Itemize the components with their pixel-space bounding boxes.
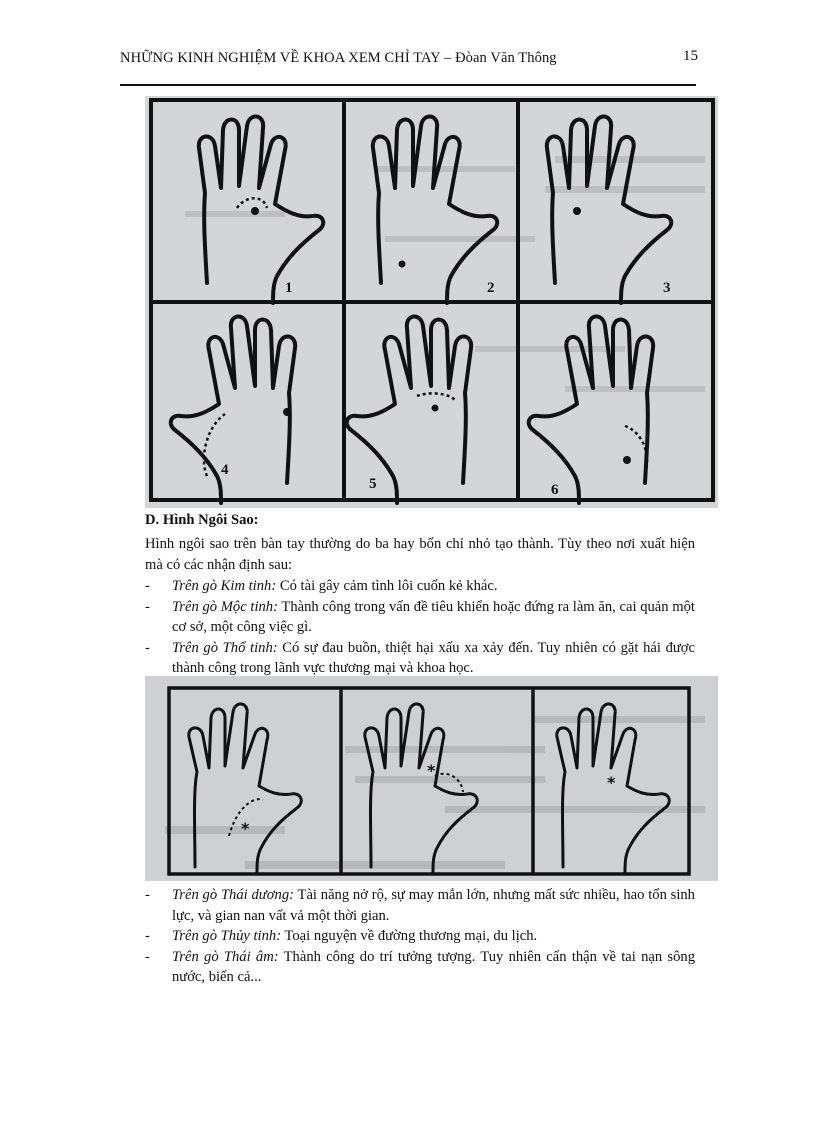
section-intro: Hình ngôi sao trên bàn tay thường do ba hay bốn chỉ nhỏ tạo thành. Tùy theo nơi xuất hiện mà có các nhận định sau: [145, 536, 695, 573]
running-title: NHỮNG KINH NGHIỆM VỀ KHOA XEM CHỈ TAY – Đòan Văn Thông [120, 50, 557, 66]
star-list-1 [145, 576, 695, 679]
list-item: - Trên gò Thái dương: Tài năng nở rộ, sự may mắn lớn, nhưng mất sức nhiều, hao tổn sinh lực, và gian nan vất vả một thời gian. [145, 887, 695, 924]
svg-text:*: * [241, 819, 250, 838]
list-item: - Trên gò Thái âm: Thành công do trí tưởng tượng. Tuy nhiên cẩn thận về tai nạn sông nước, biển cả... [145, 948, 696, 985]
panel-number-3: 3 [663, 280, 671, 296]
panel-number-6: 6 [551, 482, 559, 498]
hands-illustration-top [145, 96, 718, 508]
panel-number-1: 1 [285, 280, 293, 296]
list-item: - Trên gò Kim tinh: Có tài gây cảm tình lôi cuốn kẻ khác. [145, 578, 498, 594]
list-item: - Trên gò Thủy tinh: Toại nguyện về đường thương mại, du lịch. [145, 928, 538, 944]
hands-illustration-bottom [145, 676, 718, 881]
page-header [120, 48, 698, 82]
star-list-2 [145, 885, 695, 988]
page-number: 15 [683, 48, 698, 64]
figure-hands-top [145, 96, 718, 508]
svg-text:*: * [607, 773, 616, 792]
panel-number-4: 4 [221, 462, 229, 478]
panel-number-2: 2 [487, 280, 495, 296]
section-heading: D. Hình Ngôi Sao: [145, 512, 259, 528]
svg-text:*: * [427, 761, 436, 780]
header-rule [120, 84, 696, 86]
figure-hands-bottom [145, 676, 718, 881]
panel-number-5: 5 [369, 476, 377, 492]
list-item: - Trên gò Mộc tinh: Thành công trong vấn đề tiêu khiển hoặc đứng ra làm ăn, cai quản một cơ sở, một công việc gì. [145, 598, 695, 635]
list-item: - Trên gò Thổ tinh: Có sự đau buồn, thiệt hại xấu xa xảy đến. Tuy nhiên có gặt hái được thành công trong lãnh vực thương mại và khoa học. [145, 639, 696, 676]
